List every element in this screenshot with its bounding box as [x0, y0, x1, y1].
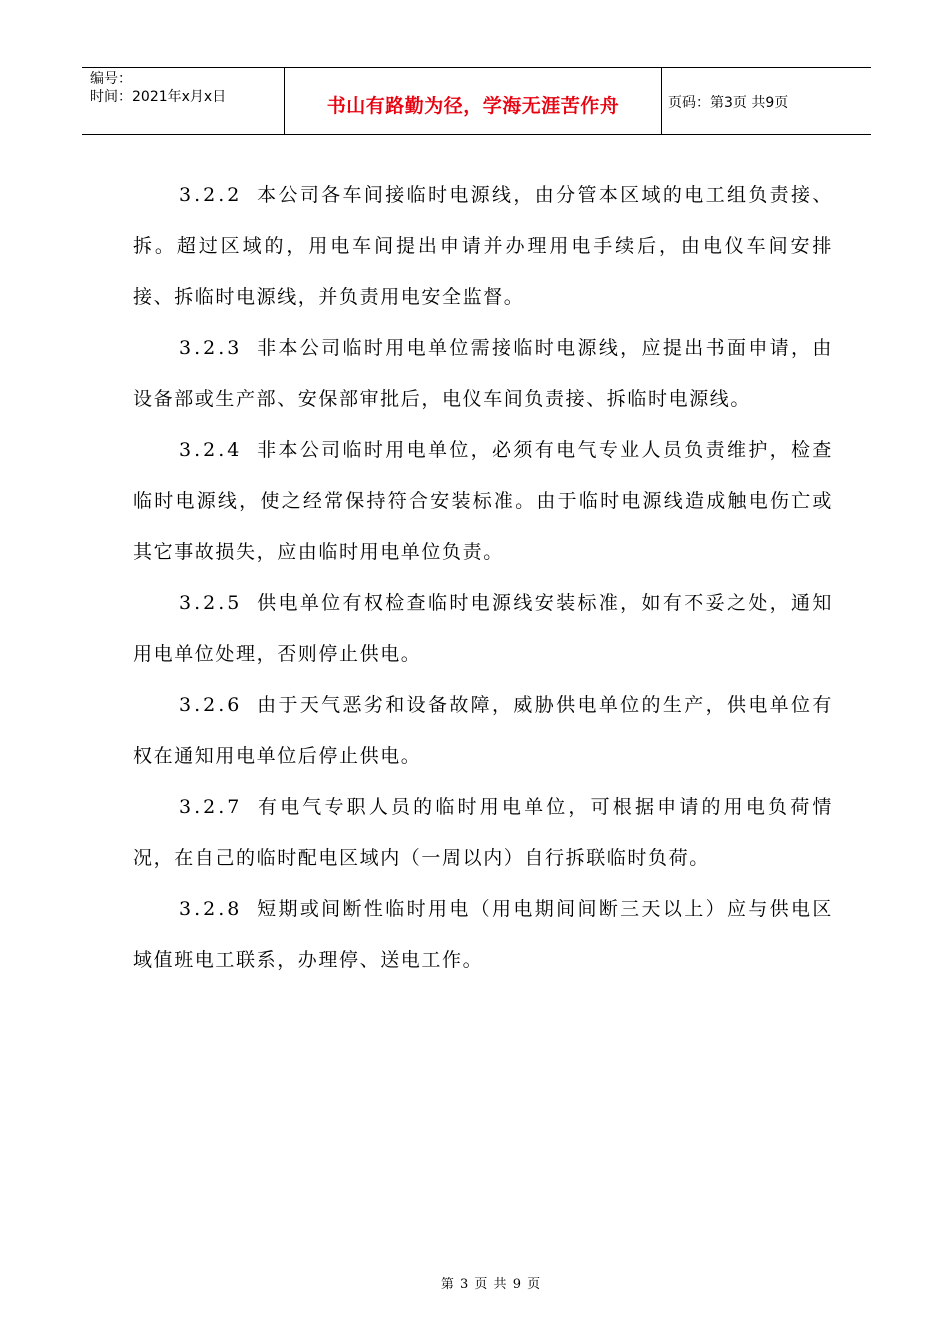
clause-number: 3.2.3	[179, 337, 243, 359]
header-motto: 书山有路勤为径，学海无涯苦作舟	[326, 94, 620, 117]
clause-text: 由于天气恶劣和设备故障，威胁供电单位的生产，供电单位有权在通知用电单位后停止供电。	[133, 694, 833, 767]
clause-text: 非本公司临时用电单位需接临时电源线，应提出书面申请，由设备部或生产部、安保部审批后，电仪车间负责接、拆临时电源线。	[133, 337, 833, 410]
page-header	[82, 67, 871, 135]
document-body	[133, 170, 833, 986]
clause-number: 3.2.2	[179, 184, 243, 206]
clause-paragraph	[133, 578, 833, 680]
document-code-label: 编号：	[90, 71, 132, 87]
clause-text: 供电单位有权检查临时电源线安装标准，如有不妥之处，通知用电单位处理，否则停止供电。	[133, 592, 833, 665]
clause-text: 短期或间断性临时用电（用电期间间断三天以上）应与供电区域值班电工联系，办理停、送电工作。	[133, 898, 833, 971]
footer-page-number: 第 3 页 共 9 页	[440, 1277, 542, 1292]
clause-paragraph	[133, 884, 833, 986]
clause-number: 3.2.7	[179, 796, 243, 818]
header-page-info: 页码：第3页 共9页	[668, 95, 789, 111]
clause-text: 有电气专职人员的临时用电单位，可根据申请的用电负荷情况，在自己的临时配电区域内（一周以内）自行拆联临时负荷。	[133, 796, 833, 869]
clause-number: 3.2.4	[179, 439, 243, 461]
clause-text: 非本公司临时用电单位，必须有电气专业人员负责维护，检查临时电源线，使之经常保持符合安装标准。由于临时电源线造成触电伤亡或其它事故损失，应由临时用电单位负责。	[133, 439, 833, 563]
clause-number: 3.2.6	[179, 694, 243, 716]
clause-text: 本公司各车间接临时电源线，由分管本区域的电工组负责接、拆。超过区域的，用电车间提出申请并办理用电手续后，由电仪车间安排接、拆临时电源线，并负责用电安全监督。	[133, 184, 833, 308]
clause-paragraph	[133, 782, 833, 884]
header-meta-cell	[82, 68, 285, 134]
clause-paragraph	[133, 323, 833, 425]
clause-paragraph	[133, 170, 833, 323]
page-footer	[0, 1273, 950, 1292]
document-time-label: 时间：2021年x月x日	[90, 89, 227, 105]
header-page-cell	[662, 68, 871, 134]
header-motto-cell	[285, 68, 662, 134]
clause-number: 3.2.8	[179, 898, 243, 920]
clause-paragraph	[133, 680, 833, 782]
clause-number: 3.2.5	[179, 592, 243, 614]
clause-paragraph	[133, 425, 833, 578]
